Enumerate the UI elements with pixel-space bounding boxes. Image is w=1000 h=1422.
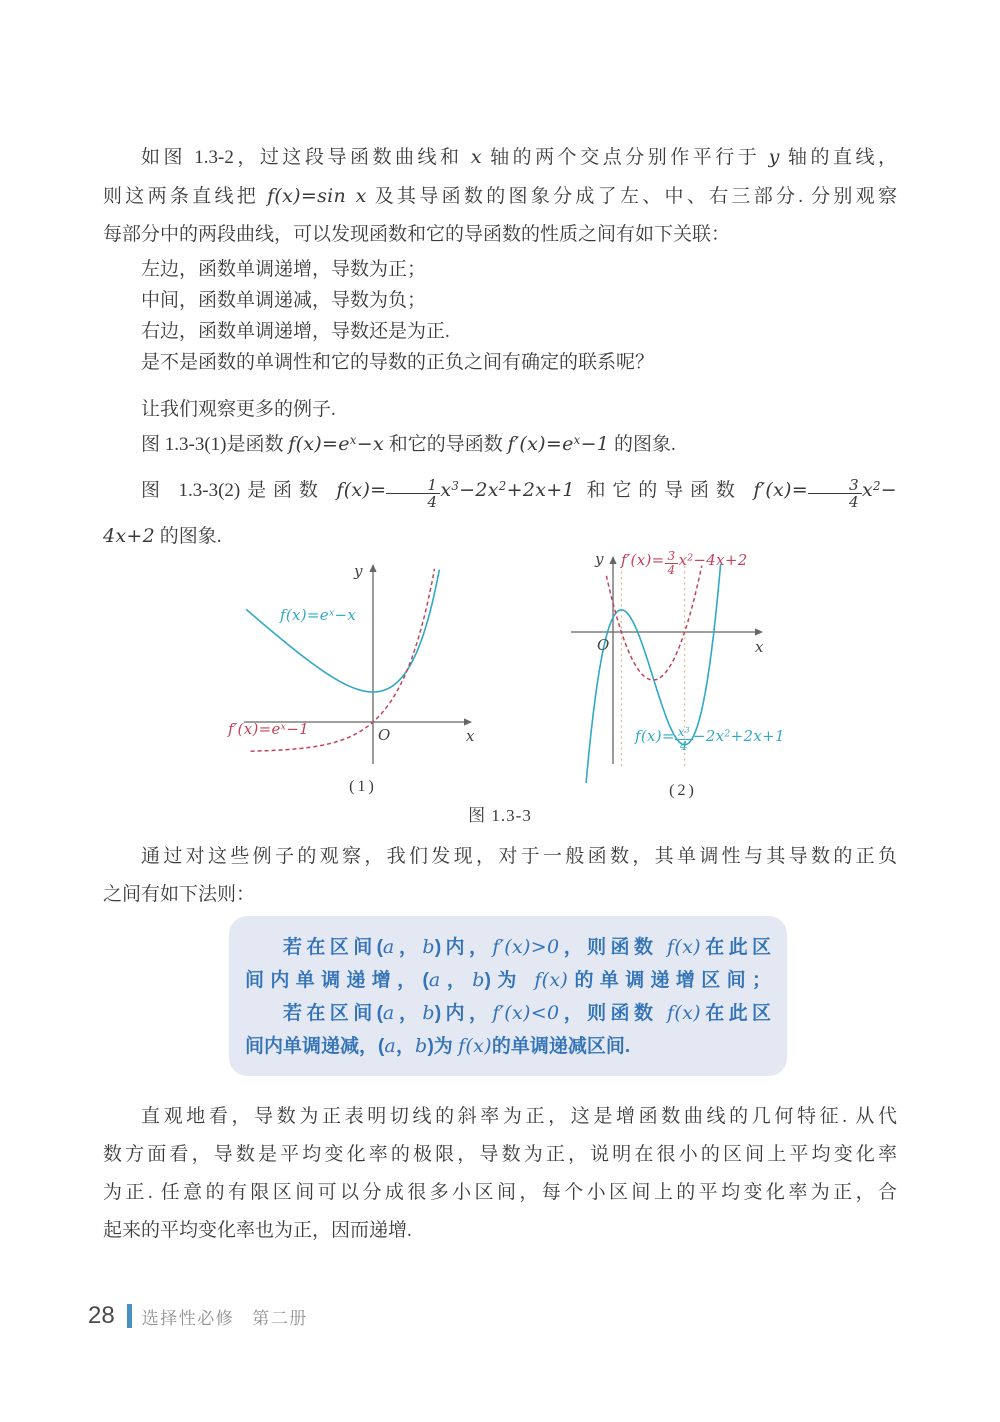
axis-label: O [378, 726, 391, 744]
axis-label: x [466, 727, 475, 745]
axis-label: x [755, 638, 764, 656]
axis-label: y [354, 562, 363, 580]
paragraph-intro [103, 138, 897, 254]
figure-1-3-3 [103, 549, 897, 804]
plot-cubic [563, 550, 803, 800]
page-footer [88, 1302, 326, 1330]
curve-label: $f'(x)=e^x-1$ [228, 720, 309, 738]
text-line: 直观地看，导数为正表明切线的斜率为正，这是增函数曲线的几何特征. 从代 [141, 1106, 897, 1127]
text-line: 则这两条直线把 f(x)=sin x 及其导函数的图象分成了左、中、右三部分. 分别观察 [103, 185, 897, 207]
plot-svg [563, 550, 803, 800]
paragraph-examples [103, 394, 897, 556]
axis-label: y [595, 550, 604, 568]
observation-question: 是不是函数的单调性和它的导数的正负之间有确定的联系呢？ [141, 352, 655, 373]
y-axis-arrow-icon [609, 556, 616, 564]
text-line: 4x+2 的图象. [103, 525, 222, 547]
y-axis-arrow-icon [369, 564, 376, 572]
text-line: 之间有如下法则： [103, 884, 256, 905]
derivative-curve [606, 566, 701, 680]
observation-right: 右边，函数单调递增，导数还是为正. [141, 321, 450, 342]
text-line: 图 1.3-3(2)是函数 f(x)= $\frac{1}{4}$ $x^3-2x^2+2x+1$ 和它的导函数 f′(x)= $\frac{3}{4}$ $x^2-$ [141, 475, 897, 511]
curve-label: $f(x)=e^x-x$ [280, 606, 357, 624]
text-line: 图 1.3-3(1)是函数 $f(x)=e^x-x$ 和它的导函数 $f'(x)=e^x-1$ 的图象. [141, 433, 676, 455]
footer-bar-icon [127, 1304, 132, 1328]
rule-line: 若在区间(a，b)内，f′(x)<0，则函数 f(x)在此区 [283, 1002, 772, 1024]
monotonicity-rule-box [229, 916, 787, 1076]
axis-label: O [597, 636, 610, 654]
page-content [103, 138, 897, 1250]
observations-list [103, 254, 897, 378]
text-line: 如图 1.3-2，过这段导函数曲线和 x 轴的两个交点分别作平行于 y 轴的直线， [141, 146, 897, 168]
plot-svg [228, 560, 498, 805]
observation-left: 左边，函数单调递增，导数为正； [141, 259, 427, 280]
rule-line: 若在区间(a，b)内，f′(x)>0，则函数 f(x)在此区 [283, 936, 772, 958]
x-axis-arrow-icon [464, 718, 472, 725]
rule-line: 间内单调递减，(a，b)为 f(x)的单调递减区间. [245, 1035, 631, 1057]
paragraph-explanation [103, 1098, 897, 1250]
figure-caption: 图 1.3-3 [468, 806, 532, 825]
subfigure-label-1: (1) [349, 778, 377, 795]
plot-exponential [228, 560, 498, 805]
footer-volume-title: 第二册 [252, 1308, 308, 1328]
footer-series-title: 选择性必修 [141, 1308, 235, 1328]
text-line: 数方面看，导数是平均变化率的极限，导数为正，说明在很小的区间上平均变化率 [103, 1144, 897, 1165]
page-number: 28 [88, 1302, 115, 1329]
text-line: 让我们观察更多的例子. [141, 399, 336, 420]
text-line: 起来的平均变化率也为正，因而递增. [103, 1220, 412, 1241]
paragraph-conclusion [103, 838, 897, 914]
subfigure-label-2: (2) [669, 782, 697, 799]
text-line: 每部分中的两段曲线，可以发现函数和它的导函数的性质之间有如下关联： [103, 224, 731, 245]
curve-label: f′(x)= $\frac{3}{4}$ $x^2-4x+2$ [621, 549, 748, 577]
x-axis-arrow-icon [755, 628, 763, 635]
rule-line: 间内单调递增，(a，b)为 f(x)的单调递增区间； [245, 969, 771, 991]
text-line: 为正. 任意的有限区间可以分成很多小区间，每个小区间上的平均变化率为正，合 [103, 1182, 897, 1203]
curve-label: f(x)= $\frac{x^3}{4}$ $-2x^2+2x+1$ [635, 725, 785, 753]
observation-middle: 中间，函数单调递减，导数为负； [141, 290, 427, 311]
text-line: 通过对这些例子的观察，我们发现，对于一般函数，其单调性与其导数的正负 [141, 846, 897, 867]
function-curve [246, 570, 439, 692]
